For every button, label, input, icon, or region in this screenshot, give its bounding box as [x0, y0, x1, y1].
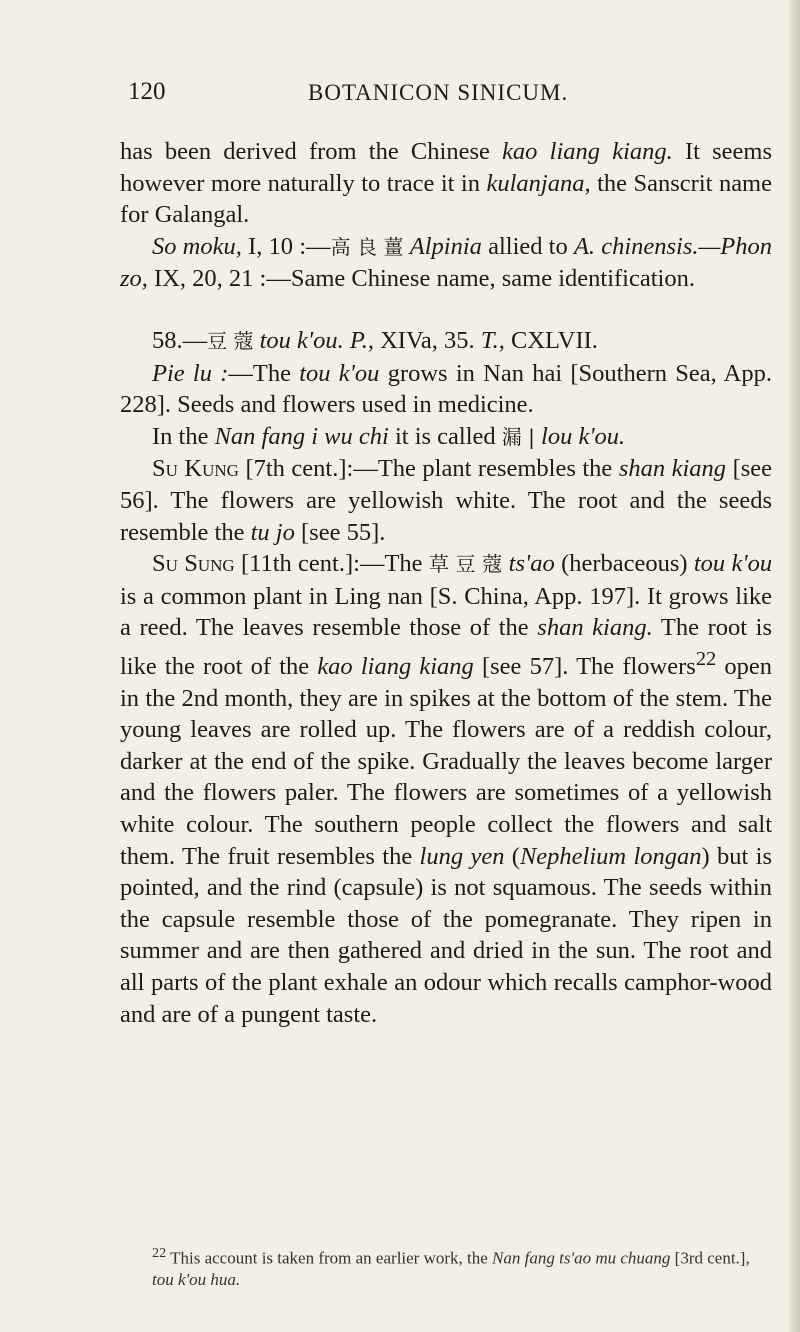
paragraph-su-sung: Su Sung [11th cent.]:—The 草 豆 蔻 ts'ao (herbaceous) tou k'ou is a common plant in Ling nan [S. China, App. 197]. It grows like a reed. The leaves resemble those of the shan kiang. The root is like the root of the kao liang kiang [see 57]. The flowers$^{22}$ open in the 2nd month, they are in spikes at the bottom of the stem. The young leaves are rolled up. The flowers are of a reddish colour, darker at the end of the spike. Gradually the leaves become larger and the flowers paler. The flowers are sometimes of a yellowish white colour. The southern people collect the flowers and salt them. The fruit resembles the lung yen (Nephelium longan) but is pointed, and the rind (capsule) is not squamous. The seeds within the capsule resemble those of the pomegranate. They ripen in summer and are then gathered and dried in the sun. The root and all parts of the plant exhale an odour which recalls camphor-wood and are of a pungent taste.: [120, 550, 773, 1028]
body-text: [120, 136, 772, 1030]
page-edge: [786, 0, 800, 1332]
paragraph-galangal-origin: has been derived from the Chinese kao liang kiang. It seems however more naturally to trace it in kulanjana, the Sanscrit name for Galangal.: [120, 138, 773, 229]
footnote-mark: 22: [152, 1245, 167, 1261]
paragraph-nan-fang: In the Nan fang i wu chi it is called 漏 | lou k'ou.: [152, 422, 626, 450]
chinese-characters: 漏 |: [501, 424, 535, 449]
running-header: [128, 78, 688, 114]
paragraph-su-kung: Su Kung [7th cent.]:—The plant resembles the shan kiang [see 56]. The flowers are yellowish white. The root and the seeds resemble the tu jo [see 55].: [120, 455, 773, 546]
chinese-characters: 豆 蔻: [207, 328, 254, 353]
chinese-characters: 高 良 薑: [330, 234, 404, 259]
paragraph-pie-lu: Pie lu :—The tou k'ou grows in Nan hai [Southern Sea, App. 228]. Seeds and flowers used in medicine.: [120, 359, 773, 419]
chinese-characters: 草 豆 蔻: [428, 552, 503, 577]
footnote: $^{22}$ This account is taken from an earlier work, the Nan fang ts'ao mu chuang [3rd cent.], tou k'ou hua.: [152, 1245, 750, 1289]
page-number: 120: [128, 78, 166, 105]
paragraph-so-moku: So moku, I, 10 :—高 良 薑 Alpinia allied to A. chinensis.—Phon zo, IX, 20, 21 :—Same Chinese name, same identification.: [120, 232, 773, 293]
entry-58-heading: 58.—豆 蔻 tou k'ou. P., XIVa, 35. T., CXLVII.: [152, 326, 598, 354]
running-title: BOTANICON SINICUM.: [308, 80, 569, 105]
footnote-reference: 22: [695, 647, 717, 670]
